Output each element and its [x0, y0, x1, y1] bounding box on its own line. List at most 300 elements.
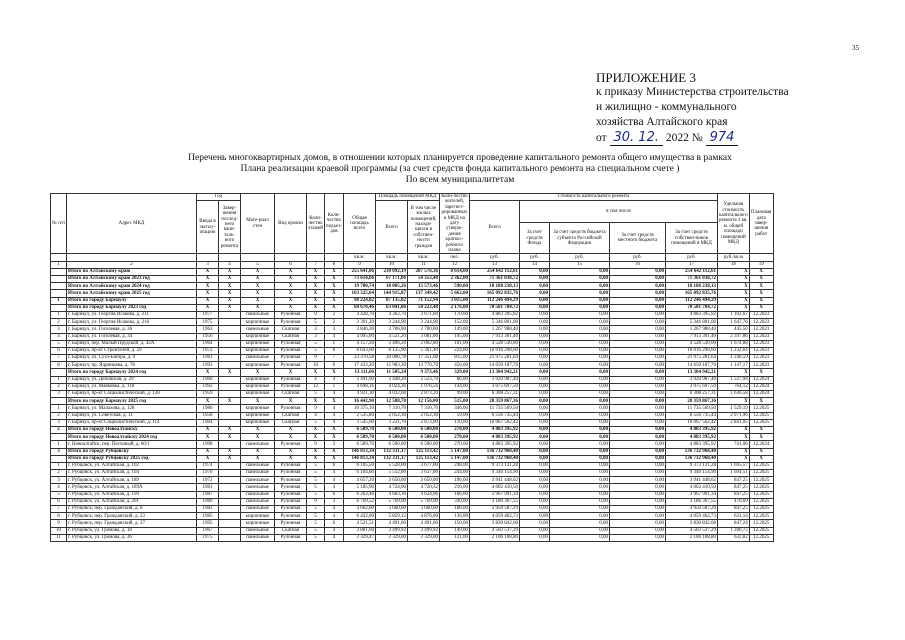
table-cell: 4 720,32 [407, 484, 439, 491]
column-number: 14 [519, 261, 549, 268]
table-cell: 5 769,00 [375, 498, 407, 505]
table-cell: 0,00 [609, 426, 665, 433]
table-cell: 3 186 367,55 [665, 498, 717, 505]
table-cell: X [749, 434, 773, 441]
table-cell [219, 484, 241, 491]
table-cell: 1977 [197, 311, 219, 318]
table-cell: Рулонная [275, 477, 307, 484]
table-cell: 11 505,24 [375, 369, 407, 376]
table-cell: 12.2023 [749, 362, 773, 369]
table-cell: 12.2025 [749, 419, 773, 426]
table-cell: 2 706,00 [375, 326, 407, 333]
table-cell: Рулонная [275, 491, 307, 498]
table-cell: 4 [324, 513, 343, 520]
table-row [51, 426, 774, 433]
table-cell: X [219, 304, 241, 311]
table-row [51, 369, 774, 376]
table-cell: 0,00 [519, 434, 549, 441]
table-cell: 125 113,42 [407, 448, 439, 455]
table-cell: X [197, 297, 219, 304]
table-cell: X [717, 448, 749, 455]
table-cell [219, 477, 241, 484]
table-cell: 0,00 [549, 304, 609, 311]
table-cell: 2 062,80 [407, 340, 439, 347]
table-cell: 1 674,88 [717, 340, 749, 347]
table-cell: 0,00 [519, 268, 549, 275]
table-cell: 1 636,58 [717, 391, 749, 398]
table-cell: X [749, 426, 773, 433]
table-cell: 12.2025 [749, 405, 773, 412]
table-cell: Скатная [275, 333, 307, 340]
table-cell: 3 950 587,29 [469, 506, 519, 513]
table-cell: 1959 [197, 391, 219, 398]
appendix-block [596, 70, 789, 146]
table-cell: 1 267 988,40 [665, 326, 717, 333]
table-cell: 112 246 494,29 [665, 297, 717, 304]
table-row [51, 491, 774, 498]
table-cell: X [749, 283, 773, 290]
heading-line-3: По всем муниципалитетам [405, 175, 515, 185]
table-cell: 12.2024 [749, 441, 773, 448]
table-row [51, 441, 774, 448]
table-cell: 0,00 [519, 333, 549, 340]
table-cell: 4 157,20 [343, 340, 375, 347]
table-cell: 67 171,06 [375, 276, 407, 283]
table-cell: 3 [324, 441, 343, 448]
table-cell: X [717, 276, 749, 283]
mkd-register-table [50, 193, 774, 542]
table-cell: 248,00 [439, 462, 469, 469]
table-cell: 1 [51, 376, 67, 383]
table-cell: 847,25 [717, 484, 749, 491]
table-cell: 1972 [197, 347, 219, 354]
table-cell [219, 520, 241, 527]
table-cell: 0,00 [549, 362, 609, 369]
table-cell: 0,00 [549, 462, 609, 469]
table-cell: 5 [307, 462, 325, 469]
table-cell [51, 283, 67, 290]
table-cell: 847,25 [717, 477, 749, 484]
table-cell: г. Барнаул, ул. Советская, д. 11 [67, 412, 197, 419]
table-cell: 0,00 [549, 391, 609, 398]
table-cell: 0,00 [609, 376, 665, 383]
table-cell: 0,00 [609, 491, 665, 498]
table-cell: X [197, 455, 219, 462]
table-cell: 70 581 784,72 [665, 304, 717, 311]
table-cell: X [241, 398, 275, 405]
table-cell: 0,00 [609, 355, 665, 362]
table-cell: Итого по Алтайскому краю [67, 268, 197, 275]
table-cell: 1974 [197, 462, 219, 469]
table-cell: X [275, 434, 307, 441]
table-cell: 4 995,00 [343, 333, 375, 340]
table-cell: 10 [307, 362, 325, 369]
table-row [51, 455, 774, 462]
table-cell: Скатная [275, 527, 307, 534]
table-cell: кирпичные [241, 347, 275, 354]
table-cell: 1998 [197, 441, 219, 448]
table-cell: 1 647,76 [717, 319, 749, 326]
table-cell: 4 883 395,92 [469, 426, 519, 433]
table-cell: 0,00 [519, 513, 549, 520]
heading-line-1: Перечень многоквартирных домов, в отношении которых планируется проведение капитального ремонта общего имущества в рамках [188, 153, 732, 163]
table-cell: 1 [51, 462, 67, 469]
table-cell: 2 106 108,80 [469, 534, 519, 541]
table-cell: 144,00 [439, 383, 469, 390]
table-cell: 6 589,70 [343, 426, 375, 433]
table-row [51, 527, 774, 534]
table-cell: 6 500,00 [407, 426, 439, 433]
table-cell: 2 176,00 [439, 304, 469, 311]
table-cell: 741,06 [717, 441, 749, 448]
col-15-header: За счет средств бюджета субъекта Российской Федерации [549, 223, 609, 254]
table-cell: X [307, 369, 325, 376]
table-cell: 12.2025 [749, 498, 773, 505]
table-cell: 3 677,00 [407, 462, 439, 469]
col-14-header: За счет средств Фонда [519, 223, 549, 254]
table-cell: 0,00 [519, 283, 549, 290]
table-cell: 12.2025 [749, 484, 773, 491]
column-number: 3 [197, 261, 219, 268]
table-cell [219, 412, 241, 419]
table-cell: 3 448,20 [375, 376, 407, 383]
table-cell: 6 589,70 [343, 441, 375, 448]
column-number: 7 [307, 261, 325, 268]
table-cell: X [241, 455, 275, 462]
table-cell: 0,00 [609, 276, 665, 283]
table-cell: г. Рубцовск, ул. Громова, д. 36 [67, 534, 197, 541]
table-cell: 270,00 [439, 441, 469, 448]
table-cell: 3 [307, 326, 325, 333]
table-cell [219, 362, 241, 369]
table-row [51, 268, 774, 275]
table-cell: г. Рубцовск, ул. Алтайская, д. 102 [67, 462, 197, 469]
table-cell: кирпичные [241, 412, 275, 419]
appendix-line-3: и жилищно - коммунального [596, 101, 737, 113]
table-body [51, 268, 774, 541]
table-cell: 0,00 [519, 506, 549, 513]
table-cell: 0,00 [519, 398, 549, 405]
table-cell: 3 650,00 [375, 477, 407, 484]
table-cell: X [307, 283, 325, 290]
table-cell: 0,00 [609, 477, 665, 484]
col-10-header: Всего [375, 201, 407, 254]
table-cell: X [241, 268, 275, 275]
table-cell: 12.2025 [749, 412, 773, 419]
table-cell: 6 308 257,31 [665, 391, 717, 398]
table-cell: 0,00 [549, 426, 609, 433]
table-cell: 0,00 [549, 333, 609, 340]
table-cell: панельные [241, 491, 275, 498]
unit-15: руб. [549, 254, 609, 261]
table-cell: 146 813,34 [343, 448, 375, 455]
table-cell: 4 883 395,92 [469, 311, 519, 318]
table-cell: 10 016 298,60 [469, 347, 519, 354]
table-cell: X [717, 426, 749, 433]
table-cell [219, 376, 241, 383]
table-cell: 1972 [197, 477, 219, 484]
table-cell: X [241, 426, 275, 433]
table-cell: X [241, 304, 275, 311]
table-cell [219, 383, 241, 390]
table-cell: 2 523,70 [407, 376, 439, 383]
table-cell: 152,00 [439, 319, 469, 326]
table-cell: X [749, 304, 773, 311]
table-cell: 4 [324, 484, 343, 491]
table-cell: 3 660,00 [375, 506, 407, 513]
area-group-header: Площадь помещений МКД [375, 194, 439, 201]
table-cell: панельные [241, 498, 275, 505]
table-row [51, 534, 774, 541]
table-cell: 1982 [197, 506, 219, 513]
table-cell: 3 660,00 [407, 506, 439, 513]
table-cell [51, 369, 67, 376]
table-row [51, 412, 774, 419]
table-cell: 0,00 [549, 376, 609, 383]
table-cell: 9 340 154,90 [665, 470, 717, 477]
table-cell: 1 [51, 441, 67, 448]
table-cell: 0,00 [549, 405, 609, 412]
table-cell: панельные [241, 441, 275, 448]
table-cell: 3 920 987,40 [469, 376, 519, 383]
table-cell: 5 512,00 [375, 470, 407, 477]
table-cell: Скатная [275, 391, 307, 398]
table-cell [51, 434, 67, 441]
table-cell: 0,00 [609, 434, 665, 441]
table-cell: 4 503 537,29 [469, 527, 519, 534]
table-cell: 12.2023 [749, 326, 773, 333]
table-cell: 12.2025 [749, 527, 773, 534]
table-cell: Итого по городу Рубцовску 2025 год [67, 455, 197, 462]
column-numbers-row [51, 261, 774, 268]
table-cell: 4 [51, 333, 67, 340]
table-cell: 2 700,00 [407, 326, 439, 333]
table-cell: 0,00 [609, 498, 665, 505]
table-cell: 105,00 [439, 333, 469, 340]
table-cell: 11 735 569,50 [665, 405, 717, 412]
table-cell: X [197, 268, 219, 275]
table-cell: 9 [307, 441, 325, 448]
table-cell: X [324, 434, 343, 441]
table-cell: 6 500,00 [407, 434, 439, 441]
table-cell: 9 [307, 355, 325, 362]
table-cell: 12.2025 [749, 513, 773, 520]
table-row [51, 290, 774, 297]
table-cell: 6 105,50 [343, 462, 375, 469]
table-cell: 3 [51, 477, 67, 484]
table-cell: 0,00 [549, 290, 609, 297]
table-cell: панельные [241, 355, 275, 362]
table-cell: 19 700,74 [343, 283, 375, 290]
table-cell: 0,00 [549, 398, 609, 405]
table-cell: X [219, 297, 241, 304]
table-cell: X [324, 268, 343, 275]
table-cell: кирпичные [241, 419, 275, 426]
table-cell: 2 052,30 [375, 412, 407, 419]
table-cell: 4 428,70 [343, 311, 375, 318]
table-cell: X [749, 297, 773, 304]
table-cell: 0,00 [609, 362, 665, 369]
table-cell: 63 041,06 [375, 304, 407, 311]
table-cell: 3 941 448,62 [469, 477, 519, 484]
table-cell: 0,00 [549, 498, 609, 505]
table-cell: 1981 [197, 484, 219, 491]
table-row [51, 498, 774, 505]
table-cell: X [219, 276, 241, 283]
column-number: 5 [241, 261, 275, 268]
table-cell: 18 188 238,13 [469, 283, 519, 290]
table-cell: 4 [324, 506, 343, 513]
table-cell: 2 [51, 412, 67, 419]
table-cell: 456,00 [439, 362, 469, 369]
table-cell: 3 [51, 326, 67, 333]
table-cell: X [219, 448, 241, 455]
table-cell: 515,00 [439, 398, 469, 405]
table-cell: 0,00 [519, 419, 549, 426]
table-cell: 132 331,17 [375, 455, 407, 462]
table-cell: 0,00 [549, 484, 609, 491]
table-cell [219, 347, 241, 354]
unit-13: руб. [469, 254, 519, 261]
table-row [51, 362, 774, 369]
column-number: 8 [324, 261, 343, 268]
table-cell: X [241, 290, 275, 297]
table-cell: Итого по Алтайскому краю 2024 год [67, 283, 197, 290]
col-9-header: Общая площадь всего [343, 194, 375, 254]
table-cell: 4 [324, 412, 343, 419]
table-cell [219, 534, 241, 541]
table-cell: панельные [241, 527, 275, 534]
table-cell: 16 442,90 [343, 398, 375, 405]
table-cell: 0,00 [549, 455, 609, 462]
table-cell: X [241, 369, 275, 376]
table-cell: 6 500,00 [407, 441, 439, 448]
table-cell: Скатная [275, 412, 307, 419]
table-cell: X [275, 448, 307, 455]
table-cell: 12.2025 [749, 520, 773, 527]
table-cell: 12.2024 [749, 376, 773, 383]
table-cell: 0,00 [609, 304, 665, 311]
table-cell: 5 662,00 [439, 290, 469, 297]
table-cell: 9 373,46 [407, 369, 439, 376]
table-cell: г. Барнаул, ул. Деповская, д. 29 [67, 376, 197, 383]
table-cell: 4 698,16 [343, 383, 375, 390]
table-cell: X [307, 297, 325, 304]
table-cell: Рулонная [275, 376, 307, 383]
table-cell: 54 353,48 [407, 276, 439, 283]
table-cell: 4 528 530,00 [469, 340, 519, 347]
table-cell: 0,00 [519, 470, 549, 477]
table-cell: X [197, 398, 219, 405]
table-cell: 4 521,51 [343, 520, 375, 527]
table-cell: 8 614,00 [439, 268, 469, 275]
table-cell: 1 529,19 [717, 405, 749, 412]
table-cell: X [219, 369, 241, 376]
table-cell: 0,00 [519, 391, 549, 398]
table-cell: кирпичные [241, 520, 275, 527]
table-cell: 0,00 [549, 268, 609, 275]
table-cell: 6 [324, 462, 343, 469]
unit-10: кв.м. [375, 254, 407, 261]
table-cell [51, 276, 67, 283]
table-cell: 847,25 [717, 491, 749, 498]
col-16-header: За счет средств местного бюджета [609, 223, 665, 254]
table-row [51, 283, 774, 290]
table-cell: X [324, 448, 343, 455]
table-cell: 4 724,00 [375, 484, 407, 491]
table-cell: 5 [51, 491, 67, 498]
appendix-line-2: к приказу Министерства строительства [596, 86, 789, 98]
table-cell: 0,00 [549, 340, 609, 347]
table-cell: 3 671,60 [407, 311, 439, 318]
table-cell: 0,00 [609, 333, 665, 340]
table-cell: X [197, 434, 219, 441]
table-cell [219, 491, 241, 498]
table-cell: 0,00 [519, 441, 549, 448]
table-cell: 3 075 697,50 [665, 383, 717, 390]
table-cell [51, 455, 67, 462]
table-row [51, 276, 774, 283]
table-cell: г. Барнаул, ул. Гоголевая, д. 34 [67, 333, 197, 340]
table-cell: панельные [241, 484, 275, 491]
table-cell: 7 310,70 [407, 405, 439, 412]
table-cell: г. Новоалтайск, пер. Песчаный, д. 60/1 [67, 441, 197, 448]
table-cell: г. Барнаул, пр-кт Социалистический, д. 114 [67, 419, 197, 426]
table-cell: 4 [307, 412, 325, 419]
table-cell: панельные [241, 534, 275, 541]
table-cell: 4 921,30 [343, 391, 375, 398]
table-cell: X [275, 398, 307, 405]
table-cell: 3 221,70 [375, 419, 407, 426]
table-cell: 136 732 968,40 [665, 455, 717, 462]
table-row [51, 297, 774, 304]
table-cell: 0,00 [549, 506, 609, 513]
table-cell: X [749, 276, 773, 283]
col-6-header: Вид кровли [275, 194, 307, 254]
table-cell: 1987 [197, 491, 219, 498]
table-cell: 216,00 [439, 484, 469, 491]
table-cell: Итого по городу Новоалтайску 2024 год [67, 434, 197, 441]
table-cell: 0,00 [519, 405, 549, 412]
table-cell: 0,00 [609, 319, 665, 326]
table-cell: X [219, 455, 241, 462]
table-cell: 4 521,20 [375, 333, 407, 340]
table-cell: 12.2023 [749, 340, 773, 347]
table-cell: 23 370,58 [343, 355, 375, 362]
table-cell: X [275, 290, 307, 297]
table-cell: X [275, 276, 307, 283]
table-cell [219, 391, 241, 398]
table-cell: 3 499,92 [375, 527, 407, 534]
col-1-header: № п/п [51, 194, 67, 254]
table-cell: 4 [324, 527, 343, 534]
table-cell: X [307, 455, 325, 462]
table-cell: X [324, 426, 343, 433]
table-cell: X [717, 268, 749, 275]
table-cell: 2 535,80 [343, 412, 375, 419]
handwritten-number: 974 [706, 130, 739, 146]
table-row [51, 419, 774, 426]
table-cell: 0,00 [549, 470, 609, 477]
table-cell: 1 232,64 [717, 347, 749, 354]
table-cell: 12.2025 [749, 470, 773, 477]
table-cell: X [749, 455, 773, 462]
col-17-header: За счет средств собствен-ников помещений в МКД [665, 223, 717, 254]
table-cell: 10 016 298,60 [665, 347, 717, 354]
table-cell: 1960 [197, 376, 219, 383]
table-cell: 3 [324, 498, 343, 505]
table-cell: 12.2023 [749, 333, 773, 340]
